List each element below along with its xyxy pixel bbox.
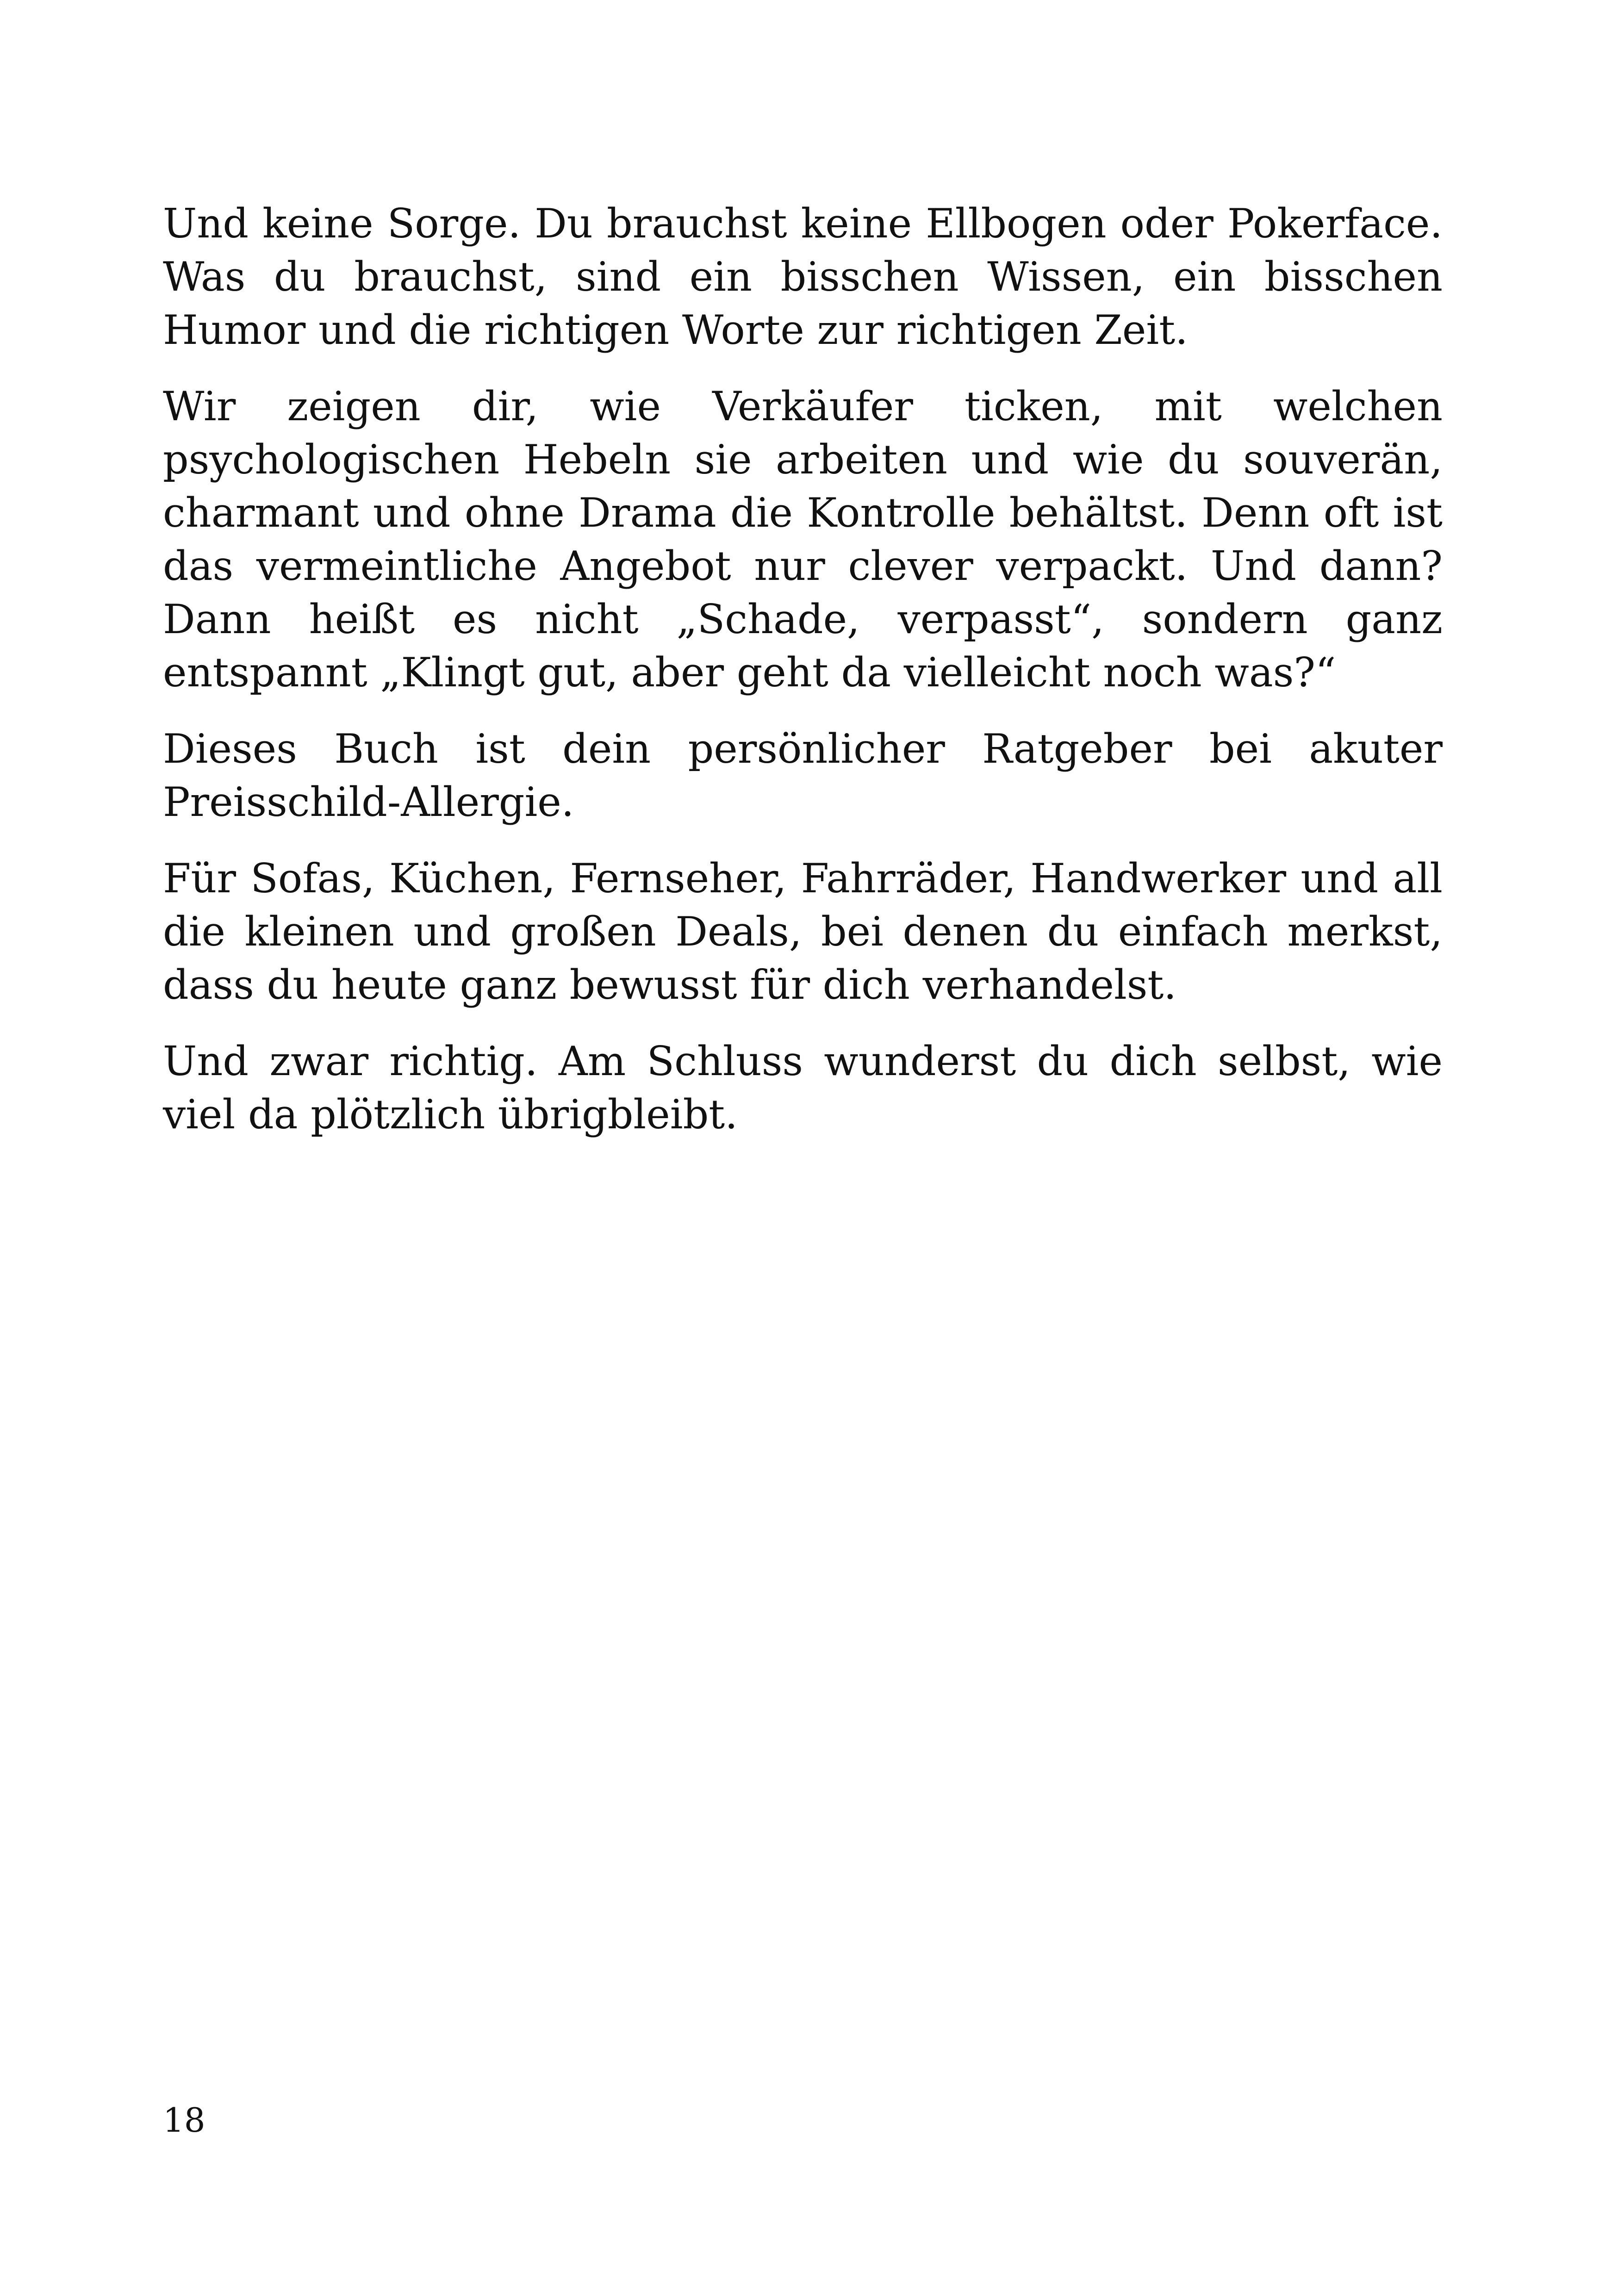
body-text bbox=[163, 197, 1443, 1164]
paragraph-2: Wir zeigen dir, wie Verkäufer ticken, mit welchen psychologischen Hebeln sie arbeiten und wie du souverän, charmant und ohne Drama die Kontrolle behältst. Denn oft ist das vermeintliche Angebot nur clever verpackt. Und dann? Dann heißt es nicht „Schade, verpasst“, sondern ganz entspannt „Klingt gut, aber geht da vielleicht noch was?“ bbox=[163, 383, 1443, 696]
paragraph-4: Für Sofas, Küchen, Fernseher, Fahrräder, Handwerker und all die kleinen und großen Deals, bei denen du einfach merkst, dass du heute ganz bewusst für dich verhandelst. bbox=[163, 855, 1443, 1008]
paragraph-3: Dieses Buch ist dein persönlicher Ratgeber bei akuter Preisschild-Allergie. bbox=[163, 725, 1443, 826]
paragraph-1: Und keine Sorge. Du brauchst keine Ellbogen oder Pokerface. Was du brauchst, sind ein bisschen Wissen, ein bisschen Humor und die richtigen Worte zur richtigen Zeit. bbox=[163, 200, 1443, 354]
paragraph-5: Und zwar richtig. Am Schluss wunderst du dich selbst, wie viel da plötzlich übrigbleibt. bbox=[163, 1038, 1443, 1138]
page-number: 18 bbox=[163, 2101, 205, 2140]
